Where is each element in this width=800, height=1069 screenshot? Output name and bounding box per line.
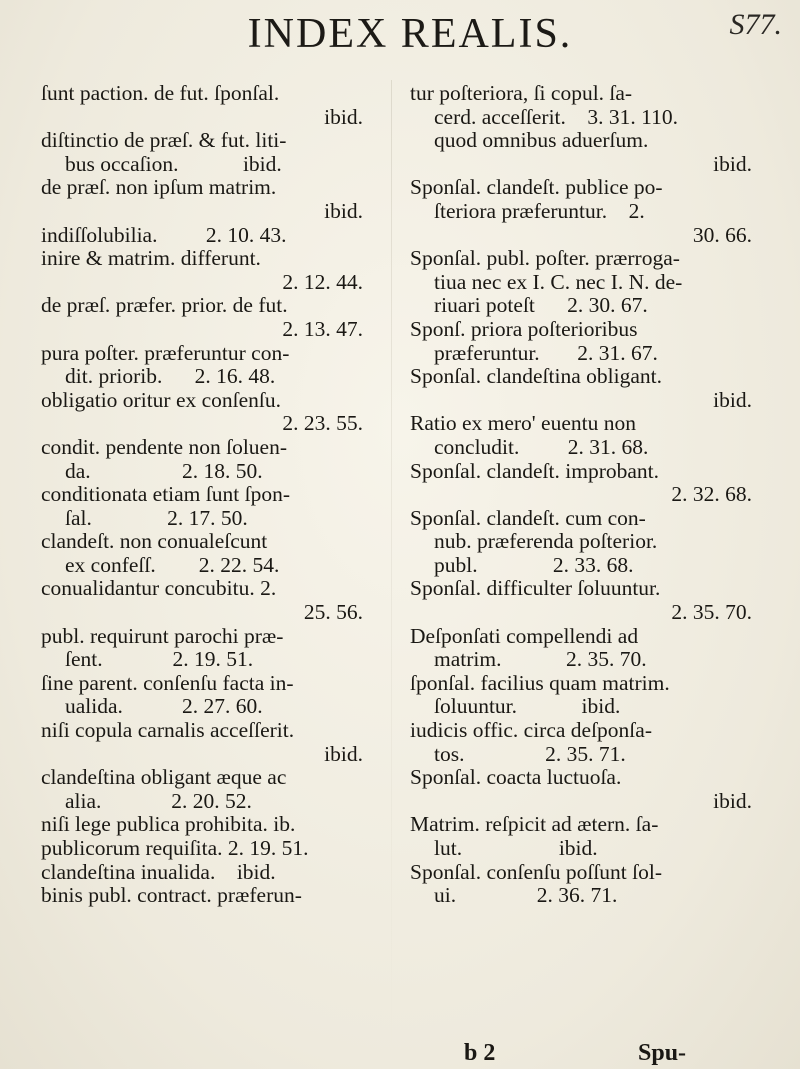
index-entry-line: dit. priorib. 2. 16. 48. [65, 364, 276, 389]
right-index-column [410, 82, 770, 908]
index-entry-line: obligatio oritur ex conſenſu. [41, 387, 282, 412]
page-title: INDEX REALIS. [247, 11, 573, 57]
index-entry-line: Sponſ. priora poſterioribus [410, 316, 638, 341]
index-entry-line: clandeſtina inualida. ibid. [41, 859, 276, 884]
index-entry-line: pura poſter. præferuntur con- [41, 340, 290, 365]
index-entry-line: ibid. [324, 198, 363, 223]
index-entry-line: ui. 2. 36. 71. [434, 883, 618, 908]
index-entry-line: ex confeſſ. 2. 22. 54. [65, 552, 280, 577]
index-entry-line: 2. 12. 44. [282, 269, 363, 294]
index-entry-line: iudicis offic. circa deſponſa- [410, 718, 652, 743]
index-entry-line: ſoluuntur. ibid. [434, 694, 621, 719]
index-entry-line: bus occaſion. ibid. [65, 151, 282, 176]
index-entry-line: condit. pendente non ſoluen- [41, 434, 287, 459]
index-entry-line: ibid. [324, 104, 363, 129]
index-entry-line: publ. 2. 33. 68. [434, 552, 634, 577]
index-entry-line: Deſponſati compellendi ad [410, 623, 639, 648]
index-entry-line: præferuntur. 2. 31. 67. [434, 340, 658, 365]
index-entry-line: Sponſal. clandeſtina obligant. [410, 364, 662, 389]
index-entry-line: conditionata etiam ſunt ſpon- [41, 482, 290, 507]
index-entry-line: diſtinctio de præſ. & fut. liti- [41, 128, 287, 153]
column-gutter [391, 80, 392, 1060]
index-entry-line: 30. 66. [692, 222, 752, 247]
index-entry-line: ibid. [713, 788, 752, 813]
index-entry-line: indiſſolubilia. 2. 10. 43. [41, 222, 287, 247]
index-entry-line: cerd. acceſſerit. 3. 31. 110. [434, 104, 678, 129]
index-entry-line: alia. 2. 20. 52. [65, 788, 252, 813]
signature-mark: b 2 [464, 1040, 496, 1066]
index-entry-line: 2. 32. 68. [671, 482, 752, 507]
index-entry-line: riuari poteſt 2. 30. 67. [434, 293, 648, 318]
left-index-column [41, 82, 381, 908]
index-entry-line: clandeſtina obligant æque ac [41, 765, 287, 790]
index-entry-line: niſi copula carnalis acceſſerit. [41, 718, 295, 743]
index-entry-line: ſteriora præferuntur. 2. [434, 198, 645, 223]
index-entry-line: quod omnibus aduerſum. [434, 128, 649, 153]
index-entry-line: concludit. 2. 31. 68. [434, 434, 649, 459]
index-entry-line: lut. ibid. [434, 836, 598, 860]
index-entry-line: Ratio ex mero' euentu non [410, 411, 636, 436]
index-entry-line: niſi lege publica prohibita. ib. [41, 812, 296, 837]
index-entry-line: Sponſal. clandeſt. cum con- [410, 505, 646, 530]
index-entry-line: 2. 35. 70. [671, 600, 752, 625]
index-entry-line: Sponſal. coacta luctuoſa. [410, 765, 622, 790]
index-entry-line: publicorum requiſita. 2. 19. 51. [41, 836, 309, 860]
index-entry-line: ibid. [713, 151, 752, 176]
index-entry-line: de præſ. præfer. prior. de fut. [41, 293, 288, 318]
index-entry-line: inire & matrim. differunt. [41, 246, 261, 271]
index-entry-line: 2. 13. 47. [282, 316, 363, 341]
index-entry-line: Sponſal. publ. poſter. prærroga- [410, 246, 680, 271]
index-entry-line: ſine parent. conſenſu facta in- [41, 670, 294, 695]
index-entry-line: de præſ. non ipſum matrim. [41, 175, 277, 200]
index-entry-line: nub. præferenda poſterior. [434, 529, 658, 554]
index-entry-line: ualida. 2. 27. 60. [65, 694, 263, 719]
index-entry-line: ſunt paction. de fut. ſponſal. [41, 81, 280, 105]
index-entry-line: tur poſteriora, ſi copul. ſa- [410, 81, 633, 105]
index-entry-line: 2. 23. 55. [282, 411, 363, 436]
index-entry-line: ſponſal. facilius quam matrim. [410, 670, 670, 695]
index-entry-line: clandeſt. non conualeſcunt [41, 529, 268, 554]
index-entry-line: conualidantur concubitu. 2. [41, 576, 277, 601]
index-entry-line: ſal. 2. 17. 50. [65, 505, 248, 530]
index-entry-line: binis publ. contract. præferun- [41, 883, 302, 908]
index-entry-line: da. 2. 18. 50. [65, 458, 263, 483]
catchword: Spu- [638, 1040, 687, 1066]
folio-mark: S77. [729, 8, 782, 41]
index-entry-line: Sponſal. difficulter ſoluuntur. [410, 576, 661, 601]
index-entry-line: Sponſal. clandeſt. improbant. [410, 458, 659, 483]
index-entry-line: ibid. [324, 741, 363, 766]
index-entry-line: Sponſal. clandeſt. publice po- [410, 175, 663, 200]
index-entry-line: ibid. [713, 387, 752, 412]
index-entry-line: matrim. 2. 35. 70. [434, 647, 647, 672]
index-entry-line: 25. 56. [303, 600, 363, 625]
index-entry-line: Matrim. reſpicit ad ætern. ſa- [410, 812, 659, 837]
index-entry-line: publ. requirunt parochi præ- [41, 623, 284, 648]
index-entry-line: tos. 2. 35. 71. [434, 741, 626, 766]
index-entry-line: ſent. 2. 19. 51. [65, 647, 254, 672]
index-entry-line: tiua nec ex I. C. nec I. N. de- [434, 269, 683, 294]
index-entry-line: Sponſal. conſenſu poſſunt ſol- [410, 859, 663, 884]
